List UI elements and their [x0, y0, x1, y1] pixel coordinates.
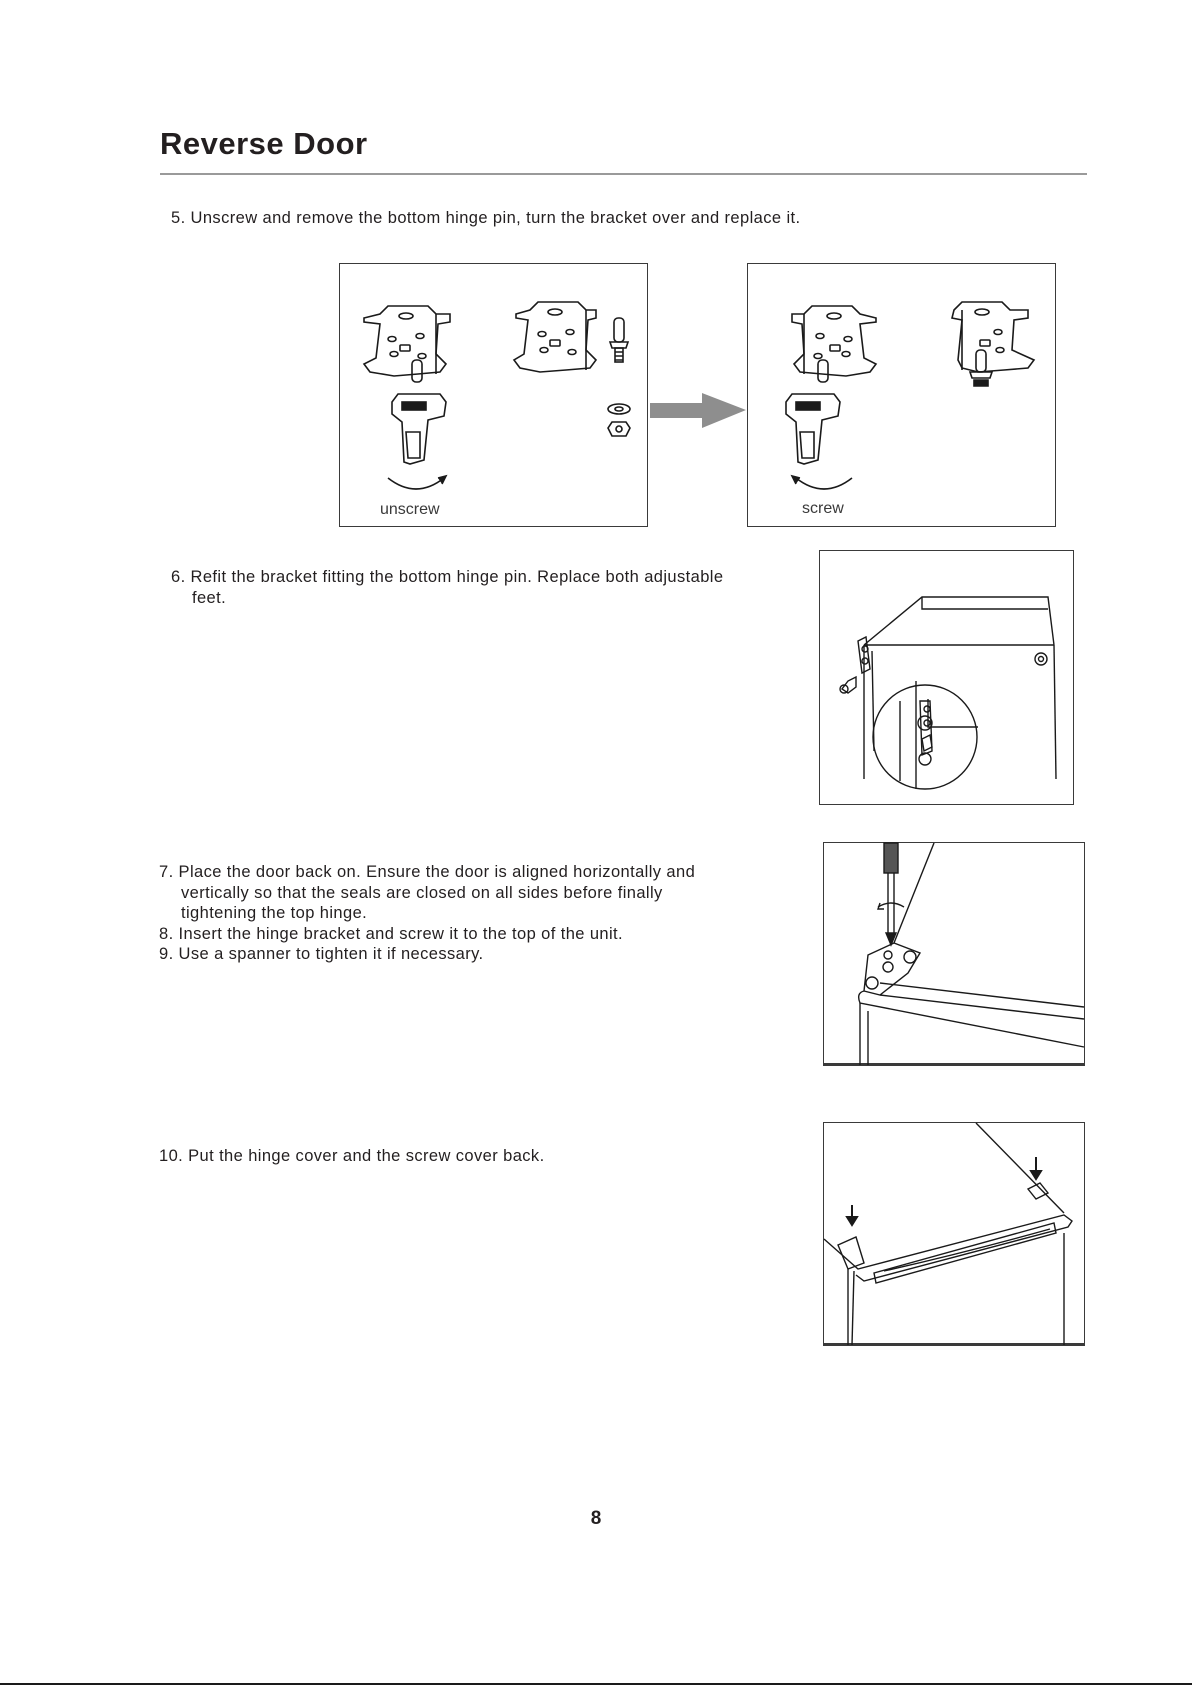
title-divider: [160, 173, 1087, 175]
step-7-line-2: vertically so that the seals are closed on all sides before finally: [181, 883, 663, 902]
page-title: Reverse Door: [160, 126, 368, 161]
figure-top-hinge: [823, 842, 1085, 1066]
step-10-text: 10. Put the hinge cover and the screw cover back.: [159, 1147, 545, 1165]
screw-caption: screw: [802, 500, 844, 517]
top-hinge-illustration: [824, 843, 1086, 1067]
step-9-text: 9. Use a spanner to tighten it if necessary.: [159, 945, 484, 963]
figure-covers: [823, 1122, 1085, 1346]
unscrew-illustration: [340, 264, 649, 528]
step-5-text: 5. Unscrew and remove the bottom hinge pin, turn the bracket over and replace it.: [171, 209, 801, 227]
screw-illustration: [748, 264, 1057, 528]
step-6-line-1: 6. Refit the bracket fitting the bottom hinge pin. Replace both adjustable: [171, 568, 724, 586]
steps-7-9-text: [159, 862, 695, 965]
step-6-text: [171, 567, 723, 608]
step-7-line-1: 7. Place the door back on. Ensure the door is aligned horizontally and: [159, 863, 696, 881]
covers-illustration: [824, 1123, 1086, 1347]
figure-screw: [747, 263, 1056, 527]
step-7-line-3: tightening the top hinge.: [181, 904, 368, 922]
step-8-text: 8. Insert the hinge bracket and screw it to the top of the unit.: [159, 924, 624, 943]
page-number: 8: [590, 1508, 602, 1529]
figure-unscrew: [339, 263, 648, 527]
refit-bracket-illustration: [820, 551, 1075, 806]
step-6-line-2: feet.: [192, 588, 227, 607]
unscrew-caption: unscrew: [380, 501, 440, 518]
figure-refit-bracket: [819, 550, 1074, 805]
